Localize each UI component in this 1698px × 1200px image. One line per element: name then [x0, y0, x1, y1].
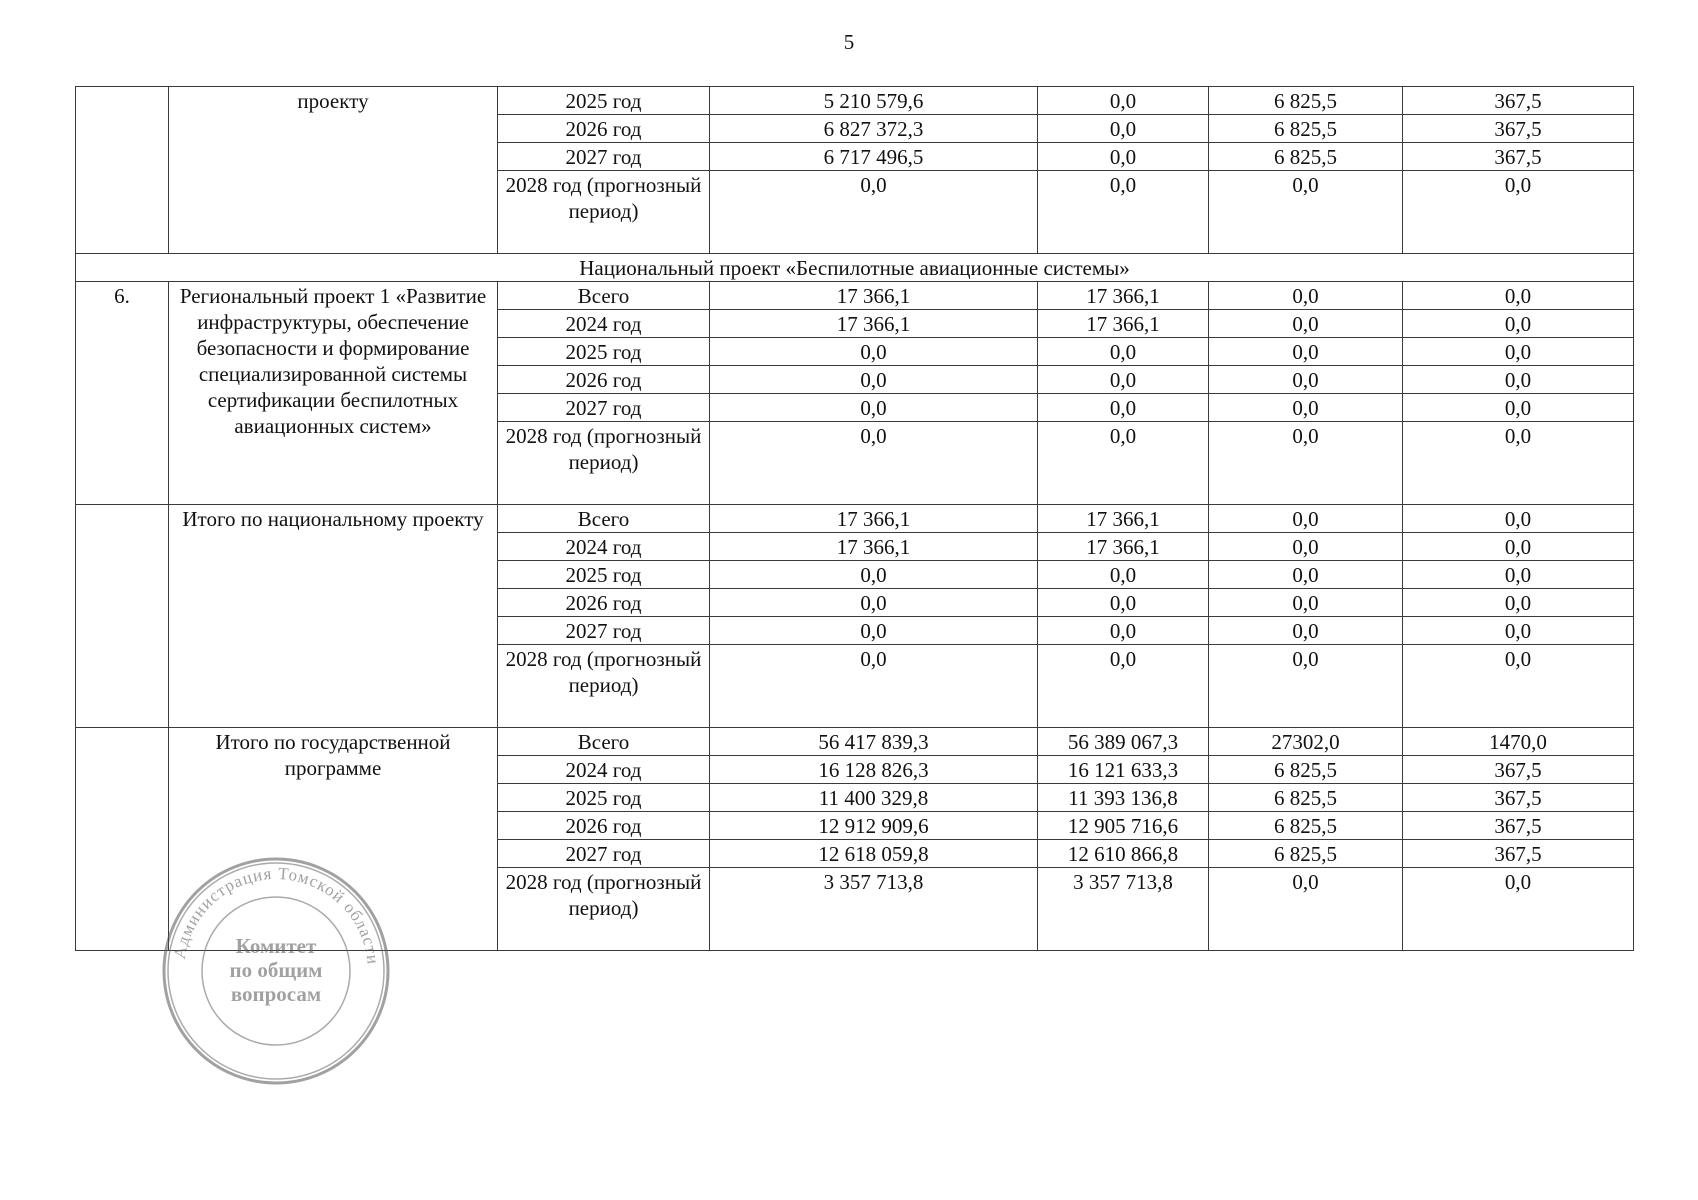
- budget-col-3-cell: 0,0: [1403, 561, 1634, 589]
- total-cell: 3 357 713,8: [710, 868, 1038, 951]
- budget-col-2-cell: 6 825,5: [1209, 115, 1403, 143]
- number-cell: [76, 728, 169, 951]
- budget-col-2-cell: 0,0: [1209, 282, 1403, 310]
- budget-col-1-cell: 0,0: [1038, 87, 1209, 115]
- number-cell: [76, 505, 169, 728]
- total-cell: 17 366,1: [710, 533, 1038, 561]
- budget-col-1-cell: 0,0: [1038, 394, 1209, 422]
- total-cell: 0,0: [710, 338, 1038, 366]
- period-cell: 2028 год (прогнозный период): [498, 422, 710, 505]
- budget-col-1-cell: 0,0: [1038, 645, 1209, 728]
- total-cell: 17 366,1: [710, 505, 1038, 533]
- period-cell: 2025 год: [498, 338, 710, 366]
- budget-col-1-cell: 12 905 716,6: [1038, 812, 1209, 840]
- budget-col-3-cell: 0,0: [1403, 171, 1634, 254]
- period-cell: 2028 год (прогнозный период): [498, 171, 710, 254]
- budget-col-2-cell: 0,0: [1209, 171, 1403, 254]
- budget-col-2-cell: 6 825,5: [1209, 87, 1403, 115]
- number-cell: [76, 87, 169, 254]
- total-cell: 0,0: [710, 366, 1038, 394]
- budget-col-2-cell: 0,0: [1209, 868, 1403, 951]
- budget-col-3-cell: 0,0: [1403, 338, 1634, 366]
- budget-col-3-cell: 367,5: [1403, 812, 1634, 840]
- period-cell: 2025 год: [498, 784, 710, 812]
- budget-col-3-cell: 0,0: [1403, 422, 1634, 505]
- total-cell: 16 128 826,3: [710, 756, 1038, 784]
- item-name-cell: Региональный проект 1 «Развитие инфраструктуры, обеспечение безопасности и формирование специализированной системы сертификации беспилотных авиационных систем»: [169, 282, 498, 505]
- total-cell: 6 717 496,5: [710, 143, 1038, 171]
- period-cell: 2027 год: [498, 617, 710, 645]
- period-cell: 2024 год: [498, 533, 710, 561]
- budget-col-1-cell: 17 366,1: [1038, 505, 1209, 533]
- budget-col-3-cell: 367,5: [1403, 784, 1634, 812]
- budget-col-1-cell: 17 366,1: [1038, 310, 1209, 338]
- budget-col-2-cell: 0,0: [1209, 617, 1403, 645]
- period-cell: 2026 год: [498, 812, 710, 840]
- number-cell: 6.: [76, 282, 169, 505]
- seal-line-2: по общим: [229, 958, 323, 982]
- budget-col-2-cell: 0,0: [1209, 338, 1403, 366]
- period-cell: Всего: [498, 282, 710, 310]
- budget-col-3-cell: 0,0: [1403, 366, 1634, 394]
- total-cell: 0,0: [710, 645, 1038, 728]
- budget-col-2-cell: 6 825,5: [1209, 784, 1403, 812]
- budget-col-1-cell: 56 389 067,3: [1038, 728, 1209, 756]
- budget-col-2-cell: 0,0: [1209, 561, 1403, 589]
- budget-col-1-cell: 0,0: [1038, 617, 1209, 645]
- item-name-cell: Итого по государственной программе: [169, 728, 498, 951]
- table-row: [76, 505, 1634, 533]
- budget-col-1-cell: 16 121 633,3: [1038, 756, 1209, 784]
- budget-col-2-cell: 6 825,5: [1209, 143, 1403, 171]
- budget-table: [75, 86, 1634, 951]
- total-cell: 56 417 839,3: [710, 728, 1038, 756]
- seal-line-1: Комитет: [235, 934, 317, 958]
- total-cell: 0,0: [710, 394, 1038, 422]
- table-row: [76, 87, 1634, 115]
- period-cell: 2028 год (прогнозный период): [498, 868, 710, 951]
- budget-col-2-cell: 0,0: [1209, 505, 1403, 533]
- budget-col-1-cell: 0,0: [1038, 589, 1209, 617]
- table-row: [76, 728, 1634, 756]
- period-cell: 2026 год: [498, 115, 710, 143]
- budget-col-3-cell: 367,5: [1403, 87, 1634, 115]
- budget-col-1-cell: 0,0: [1038, 561, 1209, 589]
- official-seal: [160, 855, 392, 1087]
- period-cell: 2027 год: [498, 143, 710, 171]
- period-cell: 2027 год: [498, 394, 710, 422]
- budget-col-3-cell: 0,0: [1403, 868, 1634, 951]
- budget-col-3-cell: 0,0: [1403, 617, 1634, 645]
- budget-col-1-cell: 0,0: [1038, 338, 1209, 366]
- budget-col-3-cell: 367,5: [1403, 840, 1634, 868]
- period-cell: Всего: [498, 505, 710, 533]
- total-cell: 0,0: [710, 422, 1038, 505]
- budget-col-1-cell: 0,0: [1038, 171, 1209, 254]
- item-name-cell: Итого по национальному проекту: [169, 505, 498, 728]
- budget-col-3-cell: 367,5: [1403, 115, 1634, 143]
- total-cell: 6 827 372,3: [710, 115, 1038, 143]
- budget-col-3-cell: 0,0: [1403, 533, 1634, 561]
- budget-col-1-cell: 0,0: [1038, 422, 1209, 505]
- budget-col-1-cell: 12 610 866,8: [1038, 840, 1209, 868]
- budget-col-2-cell: 6 825,5: [1209, 840, 1403, 868]
- budget-col-1-cell: 3 357 713,8: [1038, 868, 1209, 951]
- total-cell: 0,0: [710, 171, 1038, 254]
- total-cell: 12 618 059,8: [710, 840, 1038, 868]
- budget-col-2-cell: 0,0: [1209, 422, 1403, 505]
- period-cell: 2028 год (прогнозный период): [498, 645, 710, 728]
- item-name-cell: проекту: [169, 87, 498, 254]
- budget-col-1-cell: 11 393 136,8: [1038, 784, 1209, 812]
- total-cell: 0,0: [710, 589, 1038, 617]
- total-cell: 5 210 579,6: [710, 87, 1038, 115]
- total-cell: 11 400 329,8: [710, 784, 1038, 812]
- total-cell: 0,0: [710, 561, 1038, 589]
- budget-col-2-cell: 6 825,5: [1209, 756, 1403, 784]
- budget-col-3-cell: 1470,0: [1403, 728, 1634, 756]
- budget-col-1-cell: 0,0: [1038, 143, 1209, 171]
- budget-col-1-cell: 17 366,1: [1038, 533, 1209, 561]
- budget-col-2-cell: 0,0: [1209, 366, 1403, 394]
- budget-col-2-cell: 0,0: [1209, 589, 1403, 617]
- budget-col-3-cell: 367,5: [1403, 756, 1634, 784]
- budget-col-3-cell: 0,0: [1403, 645, 1634, 728]
- period-cell: 2027 год: [498, 840, 710, 868]
- budget-col-2-cell: 6 825,5: [1209, 812, 1403, 840]
- budget-col-3-cell: 367,5: [1403, 143, 1634, 171]
- total-cell: 17 366,1: [710, 282, 1038, 310]
- budget-col-2-cell: 0,0: [1209, 394, 1403, 422]
- total-cell: 12 912 909,6: [710, 812, 1038, 840]
- budget-col-3-cell: 0,0: [1403, 505, 1634, 533]
- budget-col-2-cell: 27302,0: [1209, 728, 1403, 756]
- budget-col-3-cell: 0,0: [1403, 394, 1634, 422]
- budget-col-1-cell: 0,0: [1038, 115, 1209, 143]
- national-project-title: Национальный проект «Беспилотные авиационные системы»: [76, 254, 1634, 282]
- budget-col-3-cell: 0,0: [1403, 310, 1634, 338]
- period-cell: 2026 год: [498, 366, 710, 394]
- page-number: 5: [843, 30, 855, 54]
- total-cell: 17 366,1: [710, 310, 1038, 338]
- budget-col-2-cell: 0,0: [1209, 310, 1403, 338]
- period-cell: Всего: [498, 728, 710, 756]
- total-cell: 0,0: [710, 617, 1038, 645]
- period-cell: 2024 год: [498, 756, 710, 784]
- budget-col-2-cell: 0,0: [1209, 645, 1403, 728]
- period-cell: 2024 год: [498, 310, 710, 338]
- table-row: [76, 282, 1634, 310]
- period-cell: 2026 год: [498, 589, 710, 617]
- budget-col-3-cell: 0,0: [1403, 589, 1634, 617]
- budget-col-2-cell: 0,0: [1209, 533, 1403, 561]
- section-title-row: [76, 254, 1634, 282]
- period-cell: 2025 год: [498, 87, 710, 115]
- seal-ring-text: Администрация Томской области: [169, 863, 383, 966]
- period-cell: 2025 год: [498, 561, 710, 589]
- budget-col-3-cell: 0,0: [1403, 282, 1634, 310]
- budget-col-1-cell: 17 366,1: [1038, 282, 1209, 310]
- seal-line-3: вопросам: [230, 982, 322, 1006]
- budget-col-1-cell: 0,0: [1038, 366, 1209, 394]
